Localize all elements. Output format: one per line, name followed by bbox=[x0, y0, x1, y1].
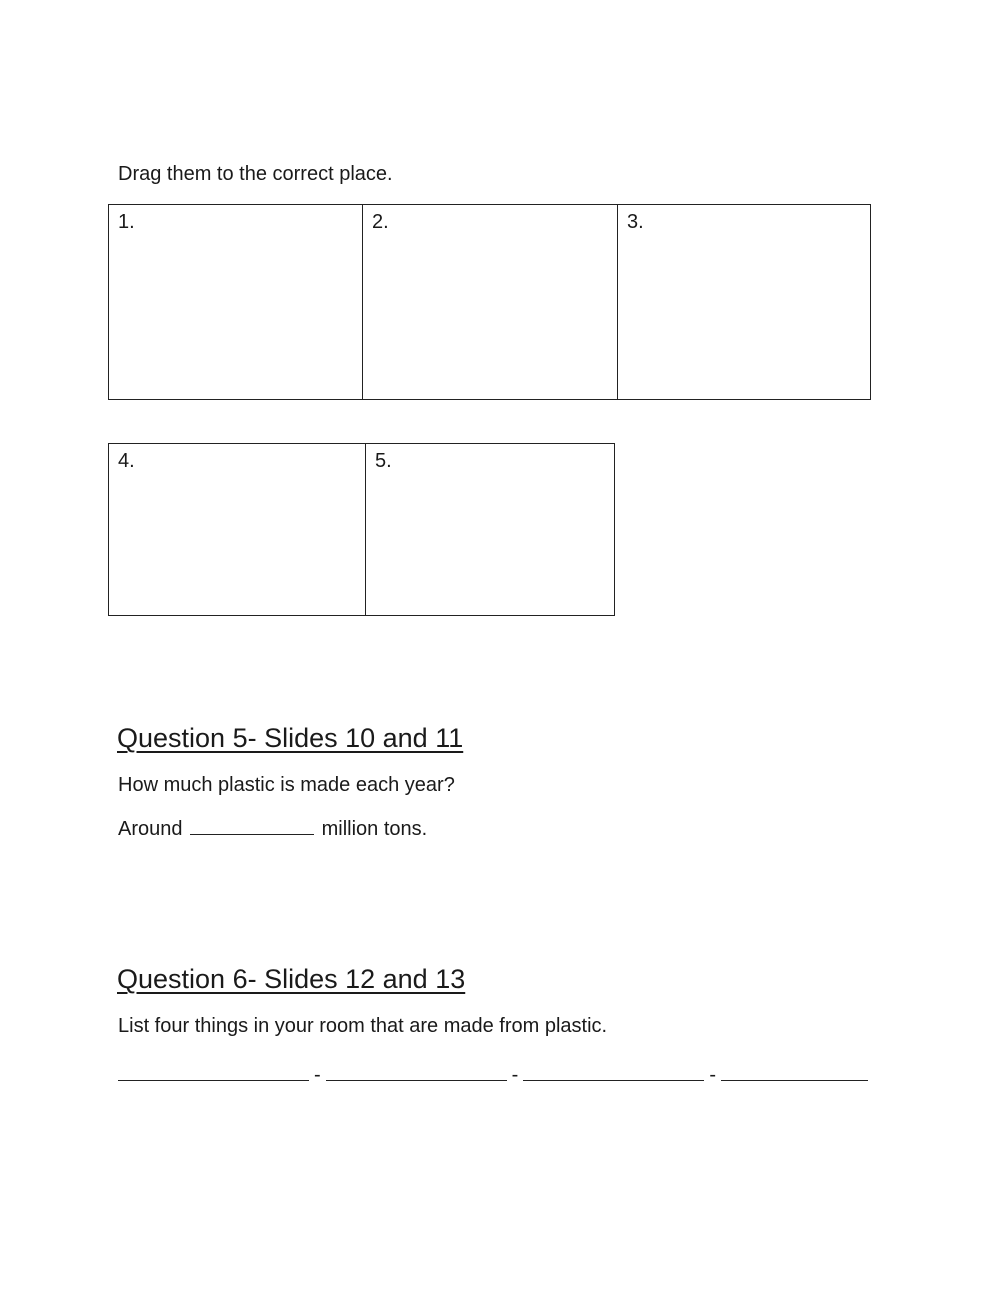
question-6-prompt: List four things in your room that are made from plastic. bbox=[118, 1015, 608, 1037]
question-5-prompt: How much plastic is made each year? bbox=[118, 774, 455, 796]
drop-zone-label: 3. bbox=[627, 211, 644, 233]
answer-suffix: million tons. bbox=[321, 818, 428, 840]
drop-zone-5[interactable] bbox=[366, 444, 615, 616]
drop-grid-row-1 bbox=[108, 204, 871, 400]
answer-prefix: Around bbox=[118, 818, 183, 840]
answer-blank-input-3[interactable] bbox=[523, 1062, 704, 1081]
question-5-heading: Question 5- Slides 10 and 11 bbox=[117, 723, 464, 753]
answer-blank-input-4[interactable] bbox=[721, 1062, 868, 1081]
separator: - bbox=[709, 1064, 717, 1086]
drop-zone-4[interactable] bbox=[109, 444, 366, 616]
answer-blank-input[interactable] bbox=[190, 816, 314, 835]
drop-zone-label: 4. bbox=[118, 450, 135, 472]
drop-zone-label: 2. bbox=[372, 211, 389, 233]
question-6-heading: Question 6- Slides 12 and 13 bbox=[117, 964, 466, 994]
answer-blank-input-1[interactable] bbox=[118, 1062, 309, 1081]
separator: - bbox=[511, 1064, 519, 1086]
drop-zone-2[interactable] bbox=[363, 205, 618, 400]
answer-blank-input-2[interactable] bbox=[326, 1062, 507, 1081]
drop-zone-label: 5. bbox=[375, 450, 392, 472]
drop-grid-row-2 bbox=[108, 443, 615, 616]
instruction-text: Drag them to the correct place. bbox=[118, 163, 393, 185]
drop-zone-label: 1. bbox=[118, 211, 135, 233]
drop-zone-3[interactable] bbox=[618, 205, 871, 400]
separator: - bbox=[314, 1064, 321, 1086]
question-6-answer-line bbox=[118, 1062, 868, 1087]
drop-zone-1[interactable] bbox=[109, 205, 363, 400]
question-5-answer-line bbox=[118, 816, 427, 841]
